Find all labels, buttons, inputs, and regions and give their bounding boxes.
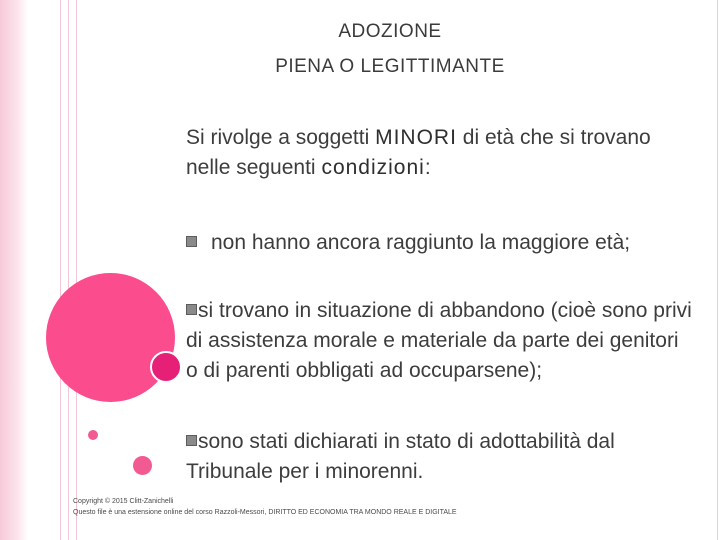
bullet-text: non hanno ancora raggiunto la maggiore età; [211,231,631,254]
bullet-text: si trovano in situazione di abbandono (cioè sono privi di assistenza morale e materiale da parte dei genitori o di parenti obbligati ad occuparsene); [186,299,692,382]
decorative-line [68,0,69,540]
bullet-item [186,427,696,487]
left-decorative-band [0,0,28,540]
intro-emphasis-condizioni: condizioni [321,156,425,179]
decorative-circle-medium [150,351,182,383]
slide-title-line2: PIENA O LEGITTIMANTE [275,56,505,77]
bullet-item [186,296,696,386]
square-bullet-icon [186,304,197,315]
intro-text: : [424,156,431,179]
course-credit-line: Questo file è una estensione online del corso Razzoli-Messori, DIRITTO ED ECONOMIA TRA MONDO REALE E DIGITALE [73,509,457,516]
decorative-circle-large [46,273,175,402]
square-bullet-icon [186,236,197,247]
slide-title-line1: ADOZIONE [338,21,442,42]
decorative-circle-tiny [88,430,98,440]
bullet-text: sono stati dichiarati in stato di adottabilità dal Tribunale per i minorenni. [186,430,615,483]
intro-text: di età che si trovano nelle seguenti [186,126,651,179]
intro-paragraph [186,123,696,183]
intro-text: Si rivolge a soggetti [186,126,376,149]
square-bullet-icon [186,435,197,446]
decorative-line [76,0,77,540]
decorative-line [717,0,718,540]
bullet-item [186,228,696,258]
decorative-circle-small [133,456,152,475]
copyright-footer [73,496,457,518]
decorative-line [60,0,61,540]
copyright-line: Copyright © 2015 Clitt-Zanichelli [73,498,174,505]
intro-emphasis-minori: MINORI [375,126,457,149]
